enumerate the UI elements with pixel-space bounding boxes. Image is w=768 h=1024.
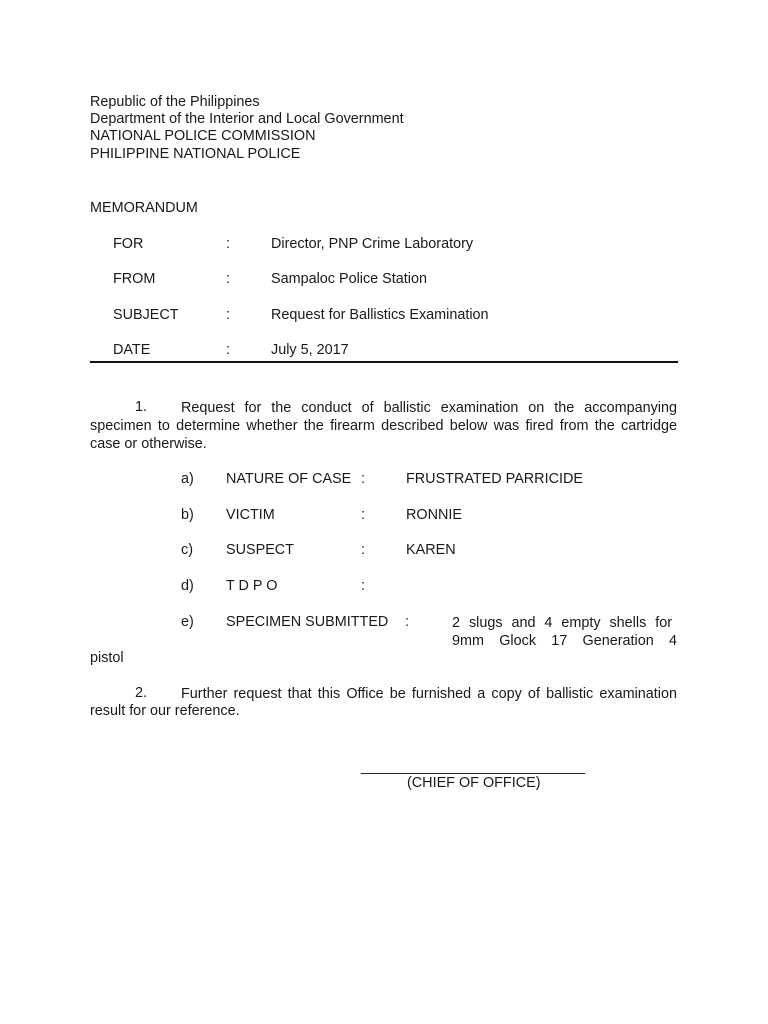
memo-field-value: Request for Ballistics Examination: [271, 307, 489, 323]
memo-field-label: FOR: [113, 236, 144, 252]
para1-number: 1.: [135, 399, 148, 415]
memo-title: MEMORANDUM: [90, 200, 198, 216]
item-value: FRUSTRATED PARRICIDE: [406, 471, 583, 487]
memo-field-label: DATE: [113, 342, 151, 358]
memo-field-value: Sampaloc Police Station: [271, 271, 427, 287]
header-republic: Republic of the Philippines: [90, 94, 260, 110]
header-pnp: PHILIPPINE NATIONAL POLICE: [90, 146, 301, 162]
header-commission: NATIONAL POLICE COMMISSION: [90, 128, 316, 144]
memo-field-colon: :: [226, 236, 230, 252]
item-value: RONNIE: [406, 507, 462, 523]
item-colon: :: [361, 542, 365, 558]
item-colon: :: [361, 471, 365, 487]
item-value-line3: pistol: [90, 650, 124, 666]
item-label: VICTIM: [226, 507, 275, 523]
item-colon: :: [405, 614, 409, 630]
item-letter: d): [181, 578, 194, 594]
signature-title: (CHIEF OF OFFICE): [407, 775, 541, 791]
item-colon: :: [361, 578, 365, 594]
para2-line2: result for our reference.: [90, 703, 240, 719]
item-label: SPECIMEN SUBMITTED: [226, 614, 389, 630]
memo-field-colon: :: [226, 307, 230, 323]
memo-field-value: Director, PNP Crime Laboratory: [271, 236, 474, 252]
item-label: T D P O: [226, 578, 278, 594]
memo-field-colon: :: [226, 271, 230, 287]
item-value-line2: 9mm Glock 17 Generation 4: [452, 633, 677, 649]
para1-line1: Request for the conduct of ballistic examination on the accompanying: [181, 400, 677, 416]
memo-field-value: July 5, 2017: [271, 342, 349, 358]
item-label: SUSPECT: [226, 542, 294, 558]
para2-line1: Further request that this Office be furnished a copy of ballistic examination: [181, 686, 677, 702]
item-letter: b): [181, 507, 194, 523]
memo-field-label: SUBJECT: [113, 307, 179, 323]
item-letter: a): [181, 471, 194, 487]
memo-field-colon: :: [226, 342, 230, 358]
signature-line: ____________________________: [361, 759, 586, 775]
header-department: Department of the Interior and Local Government: [90, 111, 404, 127]
item-colon: :: [361, 507, 365, 523]
item-letter: e): [181, 614, 194, 630]
para2-number: 2.: [135, 685, 148, 701]
item-value: KAREN: [406, 542, 456, 558]
item-letter: c): [181, 542, 193, 558]
item-label: NATURE OF CASE: [226, 471, 352, 487]
para1-line3: case or otherwise.: [90, 436, 207, 452]
para1-line2: specimen to determine whether the firearm described below was fired from the cartridge: [90, 418, 677, 434]
header-divider: [90, 361, 678, 363]
item-value-line1: 2 slugs and 4 empty shells for: [452, 615, 672, 631]
memo-field-label: FROM: [113, 271, 156, 287]
